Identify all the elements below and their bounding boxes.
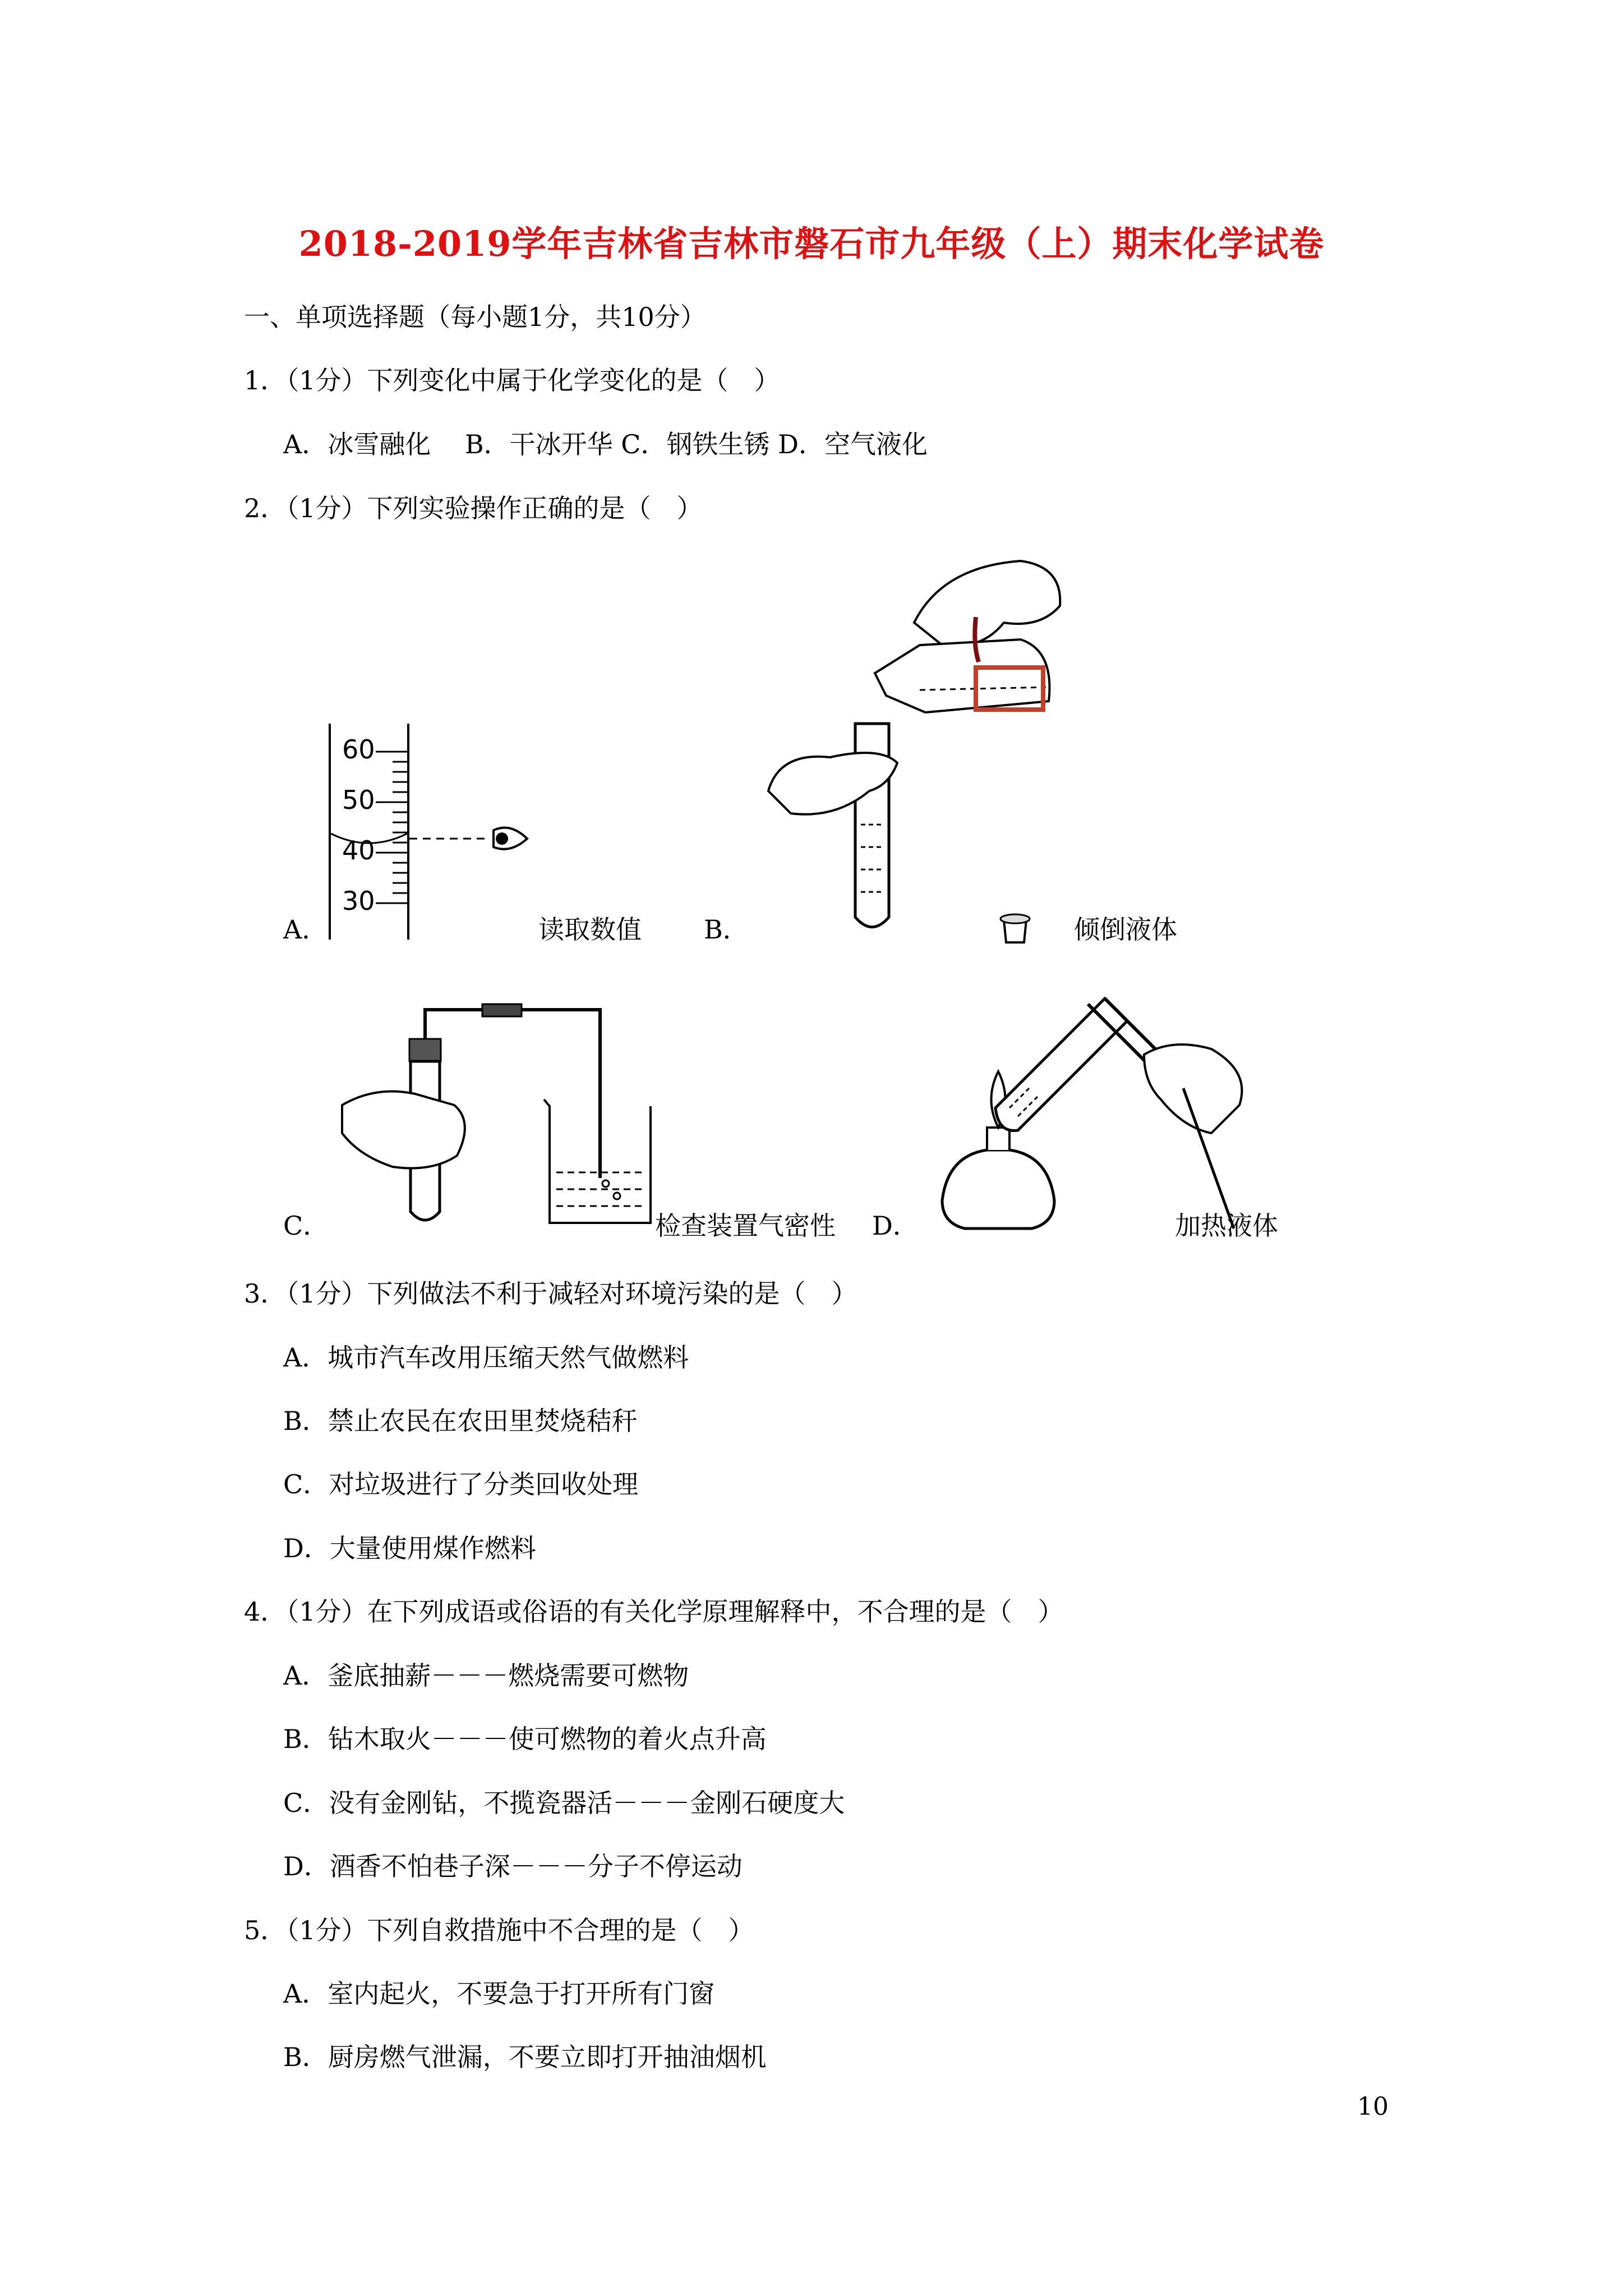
tick-label: 60 [342, 734, 375, 765]
tick-label: 40 [342, 835, 375, 866]
q3-option: D．大量使用煤作燃料 [283, 1533, 536, 1563]
q2-b-letter: B． [704, 914, 749, 945]
q5-option: A．室内起火，不要急于打开所有门窗 [283, 1978, 715, 2009]
tick-label: 50 [342, 785, 375, 815]
pouring-liquid-illustration [757, 555, 1122, 942]
q5-option: B．厨房燃气泄漏，不要立即打开抽油烟机 [283, 2042, 767, 2072]
q2-stem: 2．（1分）下列实验操作正确的是（ ） [244, 493, 703, 523]
q2-a-caption: 读取数值 [538, 914, 642, 945]
page-number: 10 [1357, 2092, 1389, 2121]
airtightness-check-illustration [325, 987, 651, 1234]
cylinder-reading-illustration [325, 724, 538, 942]
q2-c-letter: C． [283, 1211, 329, 1241]
q3-option: B．禁止农民在农田里焚烧秸秆 [283, 1406, 638, 1436]
q2-a-letter: A． [283, 914, 328, 945]
q5-stem: 5．（1分）下列自救措施中不合理的是（ ） [244, 1915, 754, 1945]
q2-d-letter: D． [872, 1211, 919, 1241]
q4-option: D．酒香不怕巷子深－－－分子不停运动 [283, 1851, 743, 1881]
q2-d-caption: 加热液体 [1175, 1211, 1278, 1241]
q3-option: A．城市汽车改用压缩天然气做燃料 [283, 1342, 689, 1373]
q4-option: C．没有金刚钻，不揽瓷器活－－－金刚石硬度大 [283, 1788, 845, 1818]
q1-options: A．冰雪融化 B．干冰开华 C．钢铁生锈 D．空气液化 [283, 429, 928, 459]
q2-c-caption: 检查装置气密性 [655, 1211, 836, 1241]
q4-option: B．钻木取火－－－使可燃物的着火点升高 [283, 1724, 767, 1754]
heating-liquid-illustration [920, 987, 1256, 1234]
q3-stem: 3．（1分）下列做法不利于减轻对环境污染的是（ ） [244, 1278, 857, 1309]
q1-stem: 1．（1分）下列变化中属于化学变化的是（ ） [244, 365, 780, 395]
q3-option: C．对垃圾进行了分类回收处理 [283, 1469, 639, 1499]
q4-option: A．釜底抽薪－－－燃烧需要可燃物 [283, 1660, 689, 1691]
tick-label: 30 [342, 886, 375, 916]
q4-stem: 4．（1分）在下列成语或俗语的有关化学原理解释中，不合理的是（ ） [244, 1596, 1064, 1627]
exam-title: 2018-2019学年吉林省吉林市磐石市九年级（上）期末化学试卷 [298, 223, 1325, 264]
q2-b-caption: 倾倒液体 [1074, 914, 1177, 945]
section-header: 一、单项选择题（每小题1分，共10分） [244, 302, 706, 332]
